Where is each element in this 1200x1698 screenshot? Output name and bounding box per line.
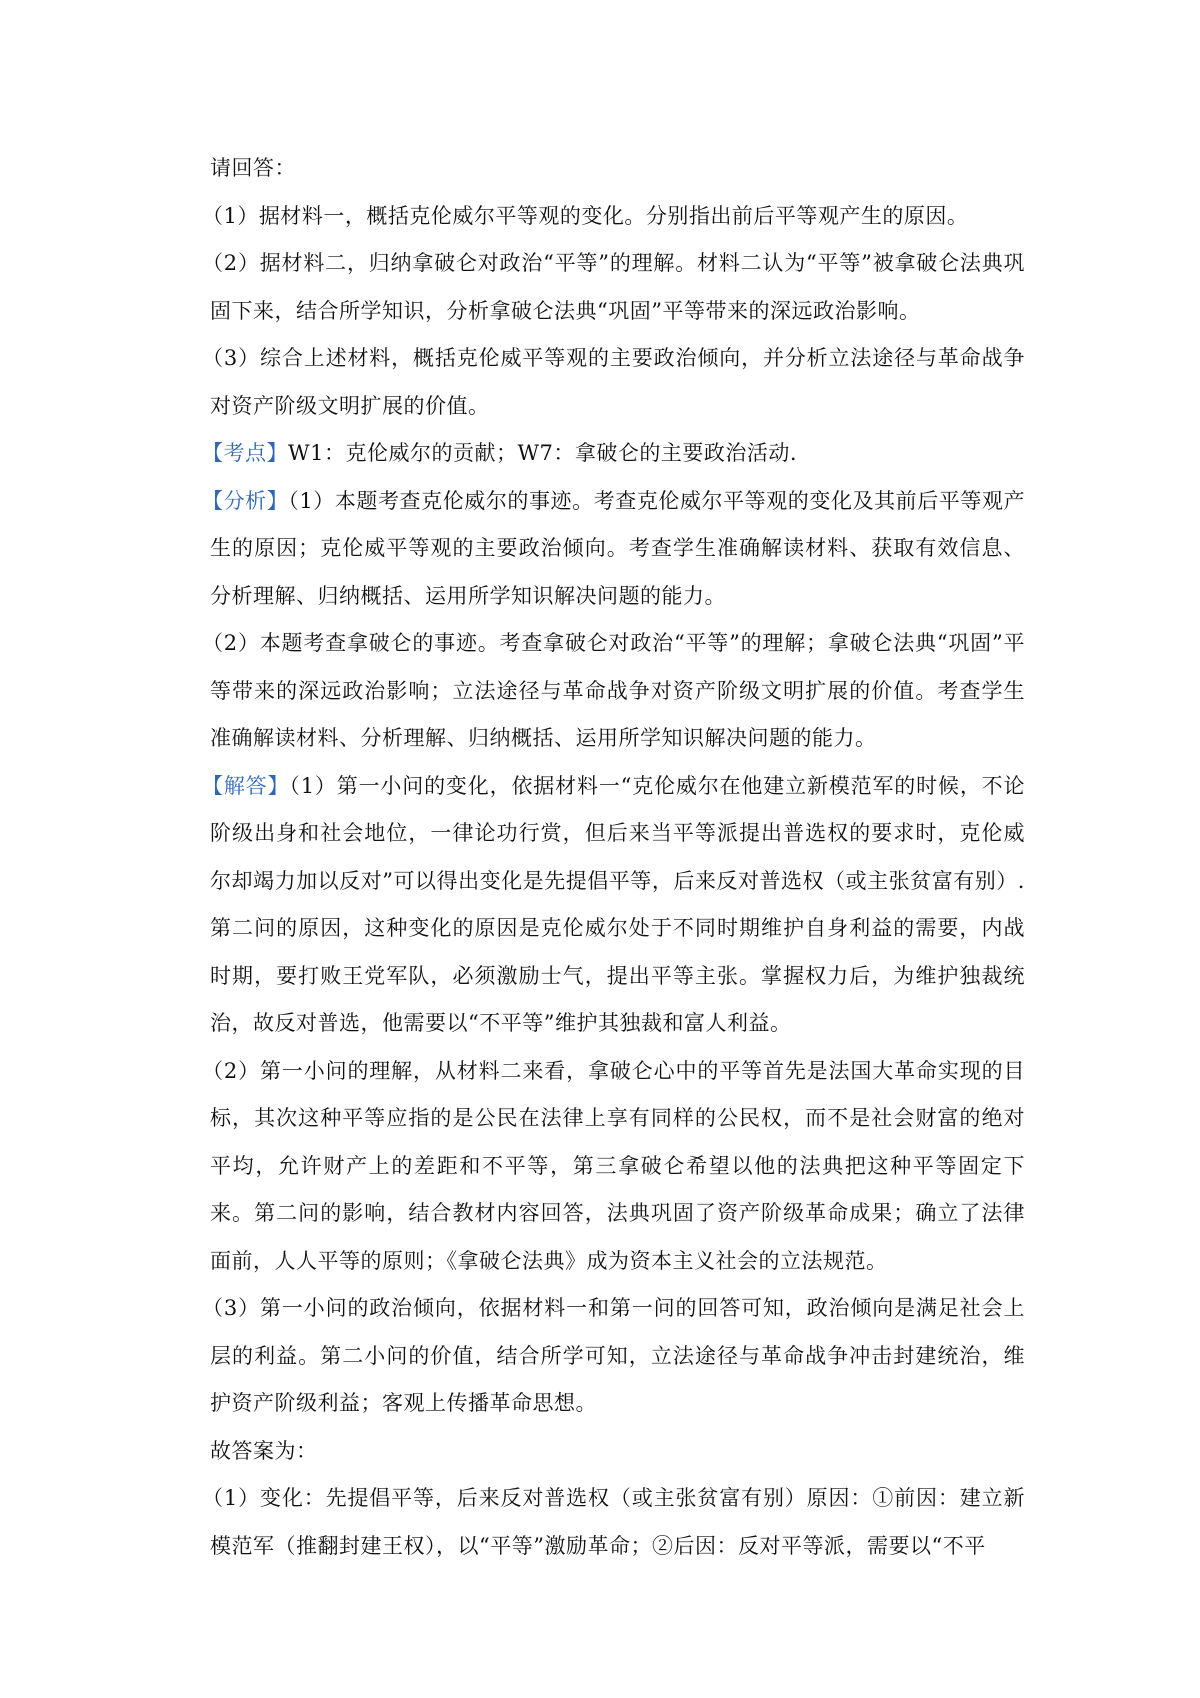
question-1: （1）据材料一，概括克伦威尔平等观的变化。分别指出前后平等观产生的原因。 xyxy=(202,203,969,228)
fenxi-text-1: （1）本题考查克伦威尔的事迹。考查克伦威尔平等观的变化及其前后平等观产生的原因；克伦威平等观的主要政治倾向。考查学生准确解读材料、获取有效信息、分析理解、归纳概括、运用所学知识解决问题的能力。 xyxy=(210,488,1026,608)
answer-1: （1）变化：先提倡平等，后来反对普选权（或主张贫富有别）原因：①前因：建立新模范军（推翻封建王权），以“平等”激励革命；②后因：反对平等派，需要以“不平 xyxy=(202,1486,1025,1558)
kaodian-text: W1：克伦威尔的贡献；W7：拿破仑的主要政治活动. xyxy=(288,441,798,465)
jieda-text-1: （1）第一小问的变化，依据材料一“克伦威尔在他建立新模范军的时候，不论阶级出身和社会地位，一律论功行赏，但后来当平等派提出普选权的要求时，克伦威尔却竭力加以反对”可以得出变化是先提倡平等，后来反对普选权（或主张贫富有别）. 第二问的原因，这种变化的原因是克伦威尔处于不同时期维护自身利益的需要，内战时期，要打败王党军队，必须激励士气，提出平等主张。掌握权力后，为维护独裁统治，故反对普选，他需要以“不平等”维护其独裁和富人利益。 xyxy=(210,773,1026,1035)
fenxi-text-2: （2）本题考查拿破仑的事迹。考查拿破仑对政治“平等”的理解；拿破仑法典“巩固”平等带来的深远政治影响；立法途径与革命战争对资产阶级文明扩展的价值。考查学生准确解读材料、分析理解、归纳概括、运用所学知识解决问题的能力。 xyxy=(202,631,1025,750)
question-2: （2）据材料二，归纳拿破仑对政治“平等”的理解。材料二认为“平等”被拿破仑法典巩固下来，结合所学知识，分析拿破仑法典“巩固”平等带来的深远政治影响。 xyxy=(202,251,1025,323)
kaodian-section xyxy=(202,430,1025,478)
kaodian-tag: 【考点】 xyxy=(202,441,288,465)
fenxi-section xyxy=(202,478,1026,621)
answer-intro: 故答案为： xyxy=(210,1438,318,1463)
fenxi-tag: 【分析】 xyxy=(202,488,289,513)
jieda-text-3: （3）第一小问的政治倾向，依据材料一和第一问的回答可知，政治倾向是满足社会上层的利益。第二小问的价值，结合所学可知，立法途径与革命战争冲击封建统治，维护资产阶级利益；客观上传播革命思想。 xyxy=(202,1296,1025,1415)
question-3: （3）综合上述材料，概括克伦威平等观的主要政治倾向，并分析立法途径与革命战争对资产阶级文明扩展的价值。 xyxy=(202,346,1025,418)
jieda-tag: 【解答】 xyxy=(202,773,290,798)
jieda-text-2: （2）第一小问的理解，从材料二来看，拿破仑心中的平等首先是法国大革命实现的目标，其次这种平等应指的是公民在法律上享有同样的公民权，而不是社会财富的绝对平均，允许财产上的差距和不平等，第三拿破仑希望以他的法典把这种平等固定下来。第二问的影响，结合教材内容回答，法典巩固了资产阶级革命成果；确立了法律面前，人人平等的原则；《拿破仑法典》成为资本主义社会的立法规范。 xyxy=(202,1058,1025,1273)
jieda-section xyxy=(202,763,1026,1048)
question-prompt: 请回答： xyxy=(210,156,296,180)
document-body xyxy=(202,145,1026,1570)
